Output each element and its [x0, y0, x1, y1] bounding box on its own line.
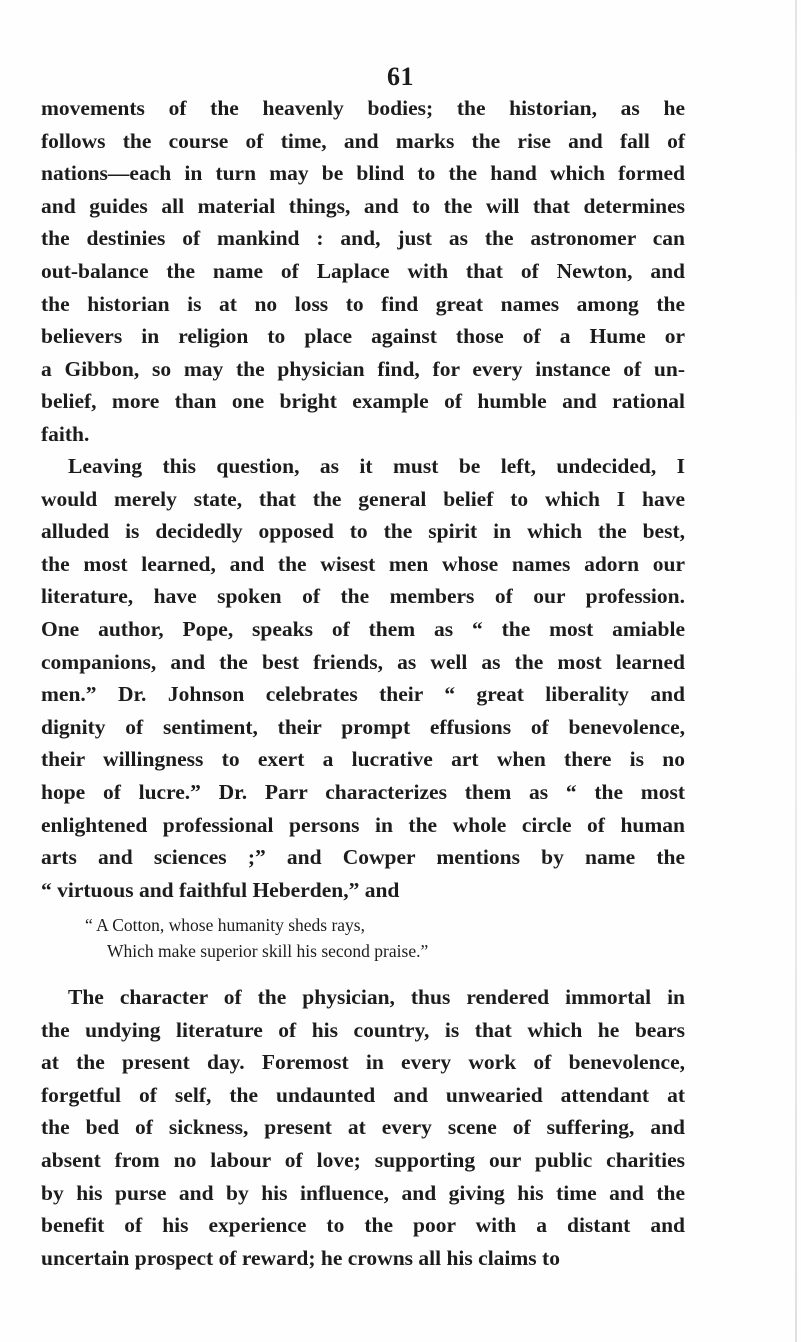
text-line: enlightened professional persons in the whole circle of human: [41, 812, 685, 837]
text-line: arts and sciences ;” and Cowper mentions by name the: [41, 845, 685, 870]
paragraph-1: [41, 92, 685, 451]
text-line: out-balance the name of Laplace with that of Newton, and: [41, 258, 685, 283]
text-line: would merely state, that the general belief to which I have: [41, 486, 685, 511]
text-line: the destinies of mankind : and, just as the astronomer can: [41, 226, 685, 251]
text-line: literature, have spoken of the members of our profession.: [41, 584, 685, 609]
text-line: follows the course of time, and marks the rise and fall of: [41, 128, 685, 153]
text-line: The character of the physician, thus rendered immortal in: [68, 985, 685, 1009]
text-line: and guides all material things, and to the will that determines: [41, 193, 685, 218]
text-line: forgetful of self, the undaunted and unwearied attendant at: [41, 1082, 685, 1107]
text-line: Leaving this question, as it must be left, undecided, I: [68, 454, 685, 478]
paragraph-3: [41, 981, 685, 1274]
paragraph-2: [41, 450, 685, 906]
text-line: One author, Pope, speaks of them as “ the most amiable: [41, 616, 685, 641]
text-line: nations—each in turn may be blind to the hand which formed: [41, 161, 685, 186]
text-line: their willingness to exert a lucrative art when there is no: [41, 747, 685, 772]
verse-line: Which make superior skill his second praise.”: [107, 941, 429, 961]
text-line: the undying literature of his country, is that which he bears: [41, 1017, 685, 1042]
text-line: dignity of sentiment, their prompt effusions of benevolence,: [41, 714, 685, 739]
text-line: the bed of sickness, present at every scene of suffering, and: [41, 1115, 685, 1140]
text-line: “ virtuous and faithful Heberden,” and: [41, 877, 400, 902]
text-line: uncertain prospect of reward; he crowns all his claims to: [41, 1245, 560, 1270]
text-line: men.” Dr. Johnson celebrates their “ great liberality and: [41, 682, 685, 707]
text-line: alluded is decidedly opposed to the spirit in which the best,: [41, 519, 685, 544]
verse-line: “ A Cotton, whose humanity sheds rays,: [85, 915, 365, 935]
text-line: the most learned, and the wisest men whose names adorn our: [41, 551, 685, 576]
text-line: a Gibbon, so may the physician find, for every instance of un-: [41, 356, 685, 381]
page-number: 61: [387, 62, 414, 91]
text-line: the historian is at no loss to find great names among the: [41, 291, 685, 316]
text-line: absent from no labour of love; supporting our public charities: [41, 1147, 685, 1172]
text-line: companions, and the best friends, as well as the most learned: [41, 649, 685, 674]
text-line: at the present day. Foremost in every work of benevolence,: [41, 1050, 685, 1075]
text-line: movements of the heavenly bodies; the historian, as he: [41, 96, 685, 120]
text-line: hope of lucre.” Dr. Parr characterizes them as “ the most: [41, 779, 685, 804]
text-line: belief, more than one bright example of humble and rational: [41, 389, 685, 414]
text-line: benefit of his experience to the poor with a distant and: [41, 1213, 685, 1238]
verse-quote: [41, 912, 685, 964]
text-line: believers in religion to place against those of a Hume or: [41, 324, 685, 349]
page-edge: [795, 0, 797, 1342]
text-line: by his purse and by his influence, and giving his time and the: [41, 1180, 685, 1205]
text-line: faith.: [41, 421, 90, 446]
